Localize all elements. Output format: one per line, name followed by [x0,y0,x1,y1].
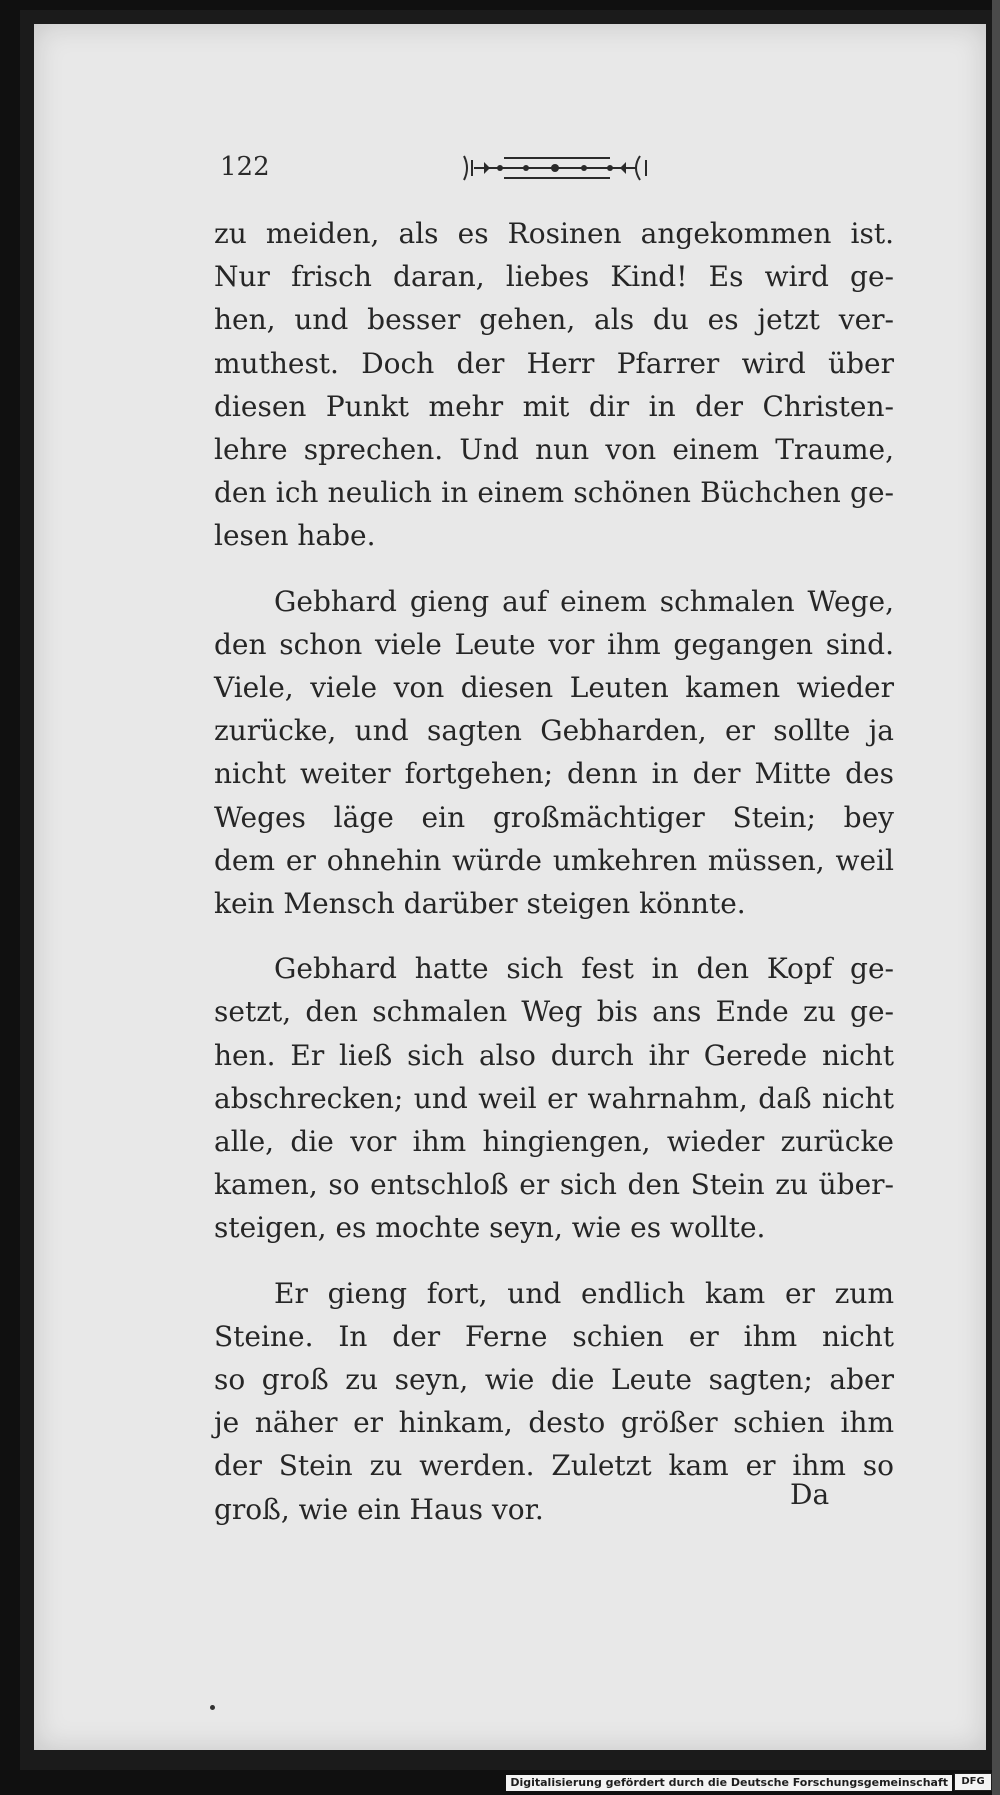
text-line: der Stein zu werden. Zuletzt kam er ihm so [214,1449,894,1483]
text-line: abschrecken; und weil er wahrnahm, daß nicht [214,1081,894,1115]
text-line: steigen, es mochte seyn, wie es wollte. [214,1211,766,1245]
dfg-logo-text: DFG [961,1776,985,1787]
text-line: Steine. In der Ferne schien er ihm nicht [214,1319,894,1353]
text-line: Nur frisch daran, liebes Kind! Es wird ge- [214,260,894,294]
text-line: je näher er hinkam, desto größer schien ihm [214,1406,894,1440]
text-line: so groß zu seyn, wie die Leute sagten; aber [214,1363,894,1397]
text-line: Viele, viele von diesen Leuten kamen wieder [214,671,894,705]
paragraph-gap [214,558,894,580]
text-line: Er gieng fort, und endlich kam er zum [274,1276,894,1310]
text-line: kein Mensch darüber steigen könnte. [214,887,746,921]
text-line: Gebhard hatte sich fest in den Kopf ge- [274,952,894,986]
page-header [220,150,780,190]
text-line: nicht weiter fortgehen; denn in der Mitte des [214,757,894,791]
body-text [214,212,894,1531]
paragraph [214,212,894,558]
dfg-logo-icon [954,1773,992,1791]
text-line: dem er ohnehin würde umkehren müssen, weil [214,843,894,877]
text-line: muthest. Doch der Herr Pfarrer wird über [214,346,894,380]
digitization-credit: Digitalisierung gefördert durch die Deutsche Forschungsgemeinschaft [506,1775,952,1791]
text-line: Gebhard gieng auf einem schmalen Wege, [274,584,894,618]
text-line: alle, die vor ihm hingiengen, wieder zurücke [214,1125,894,1159]
text-line: setzt, den schmalen Weg bis ans Ende zu ge- [214,995,894,1029]
text-line: lesen habe. [214,519,376,553]
text-line: kamen, so entschloß er sich den Stein zu über- [214,1168,894,1202]
paragraph [214,580,894,926]
scan-edge-strip [992,0,1000,1795]
text-line: den ich neulich in einem schönen Büchchen ge- [214,476,894,510]
text-line: diesen Punkt mehr mit dir in der Christen- [214,389,894,423]
ink-speck [210,1705,215,1710]
header-ornament-icon [460,150,650,186]
text-line: zu meiden, als es Rosinen angekommen ist. [214,217,894,250]
text-line: zurücke, und sagten Gebharden, er sollte ja [214,714,894,748]
text-line: den schon viele Leute vor ihm gegangen sind. [214,627,894,661]
page-number: 122 [220,152,270,182]
text-line: hen. Er ließ sich also durch ihr Gerede nicht [214,1038,894,1072]
text-line: groß, wie ein Haus vor. [214,1492,544,1526]
catchword: Da [790,1478,830,1511]
paragraph [214,947,894,1249]
text-line: lehre sprechen. Und nun von einem Traume, [214,433,894,467]
paragraph-gap [214,1250,894,1272]
text-line: Weges läge ein großmächtiger Stein; bey [214,800,894,834]
paragraph-gap [214,925,894,947]
text-line: hen, und besser gehen, als du es jetzt ver- [214,303,894,337]
